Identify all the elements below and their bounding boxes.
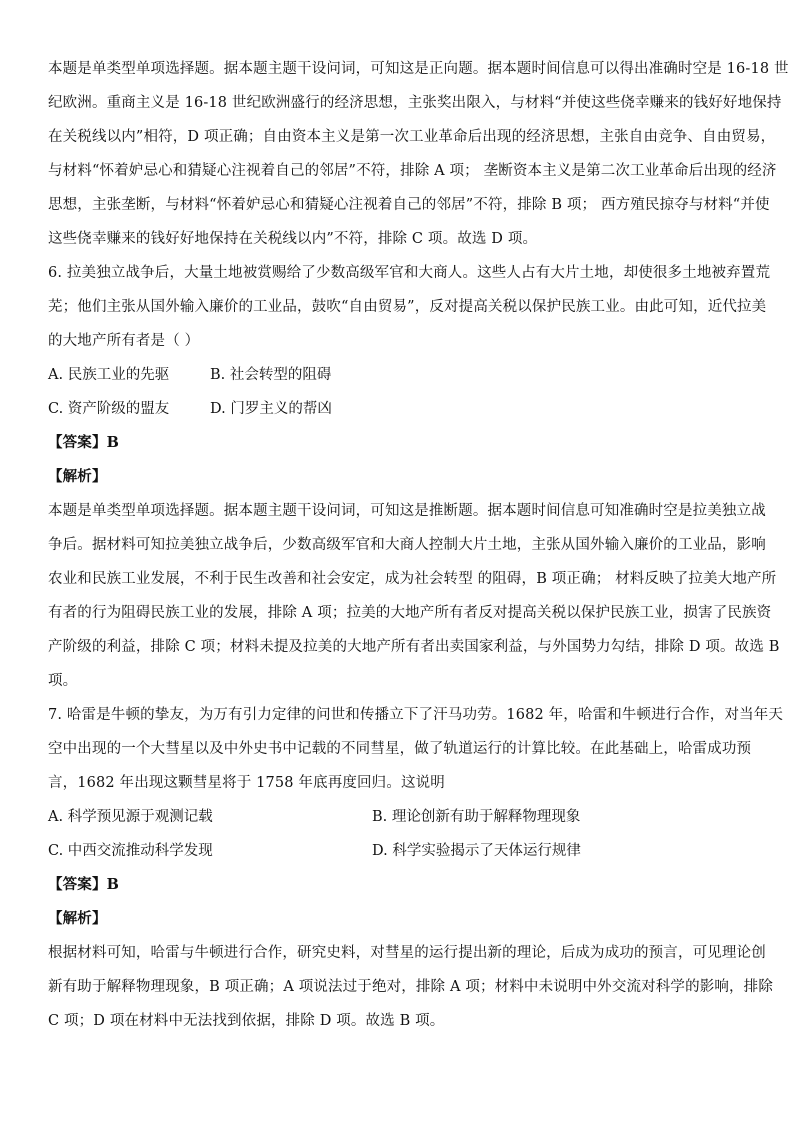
text-line: 言，1682 年出现这颗彗星将于 1758 年底再度回归。这说明: [48, 775, 445, 791]
text-line: 在关税线以内”相符，D 项正确；自由资本主义是第一次工业革命后出现的经济思想，主张自由竞争、自由贸易，: [48, 129, 776, 145]
text-line: 项。: [48, 673, 78, 689]
text-line: 本题是单类型单项选择题。据本题主题干设问词，可知这是正向题。据本题时间信息可以得出准确时空是 16-18 世: [48, 61, 789, 77]
text-line: 农业和民族工业发展，不利于民生改善和社会安定，成为社会转型 的阻碍，B 项正确； 材料反映了拉美大地产所: [48, 571, 777, 587]
q7-option-a: A. 科学预见源于观测记载: [48, 809, 213, 825]
text-line: 7. 哈雷是牛顿的挚友，为万有引力定律的问世和传播立下了汗马功劳。1682 年，哈雷和牛顿进行合作，对当年天: [48, 707, 784, 723]
q6-analysis-paragraph: [48, 494, 780, 698]
text-line: 争后。据材料可知拉美独立战争后，少数高级军官和大商人控制大片土地，主张从国外输入廉价的工业品，影响: [48, 537, 766, 553]
text-line: 与材料“怀着妒忌心和猜疑心注视着自己的邻居”不符，排除 A 项； 垄断资本主义是第二次工业革命后出现的经济: [48, 163, 777, 179]
q6-answer: 【答案】B: [48, 434, 120, 451]
text-line: 新有助于解释物理现象，B 项正确；A 项说法过于绝对，排除 A 项；材料中未说明中外交流对科学的影响，排除: [48, 979, 773, 995]
text-line: C 项；D 项在材料中无法找到依据，排除 D 项。故选 B 项。: [48, 1013, 445, 1029]
q7-option-b: B. 理论创新有助于解释物理现象: [372, 809, 581, 825]
q7-options-row-2: [48, 834, 748, 868]
q6-options-row-2: [48, 392, 748, 426]
q6-stem: [48, 256, 771, 358]
q6-analysis-label: 【解析】: [48, 468, 107, 485]
text-line: 思想，主张垄断，与材料“怀着妒忌心和猜疑心注视着自己的邻居”不符，排除 B 项； 西方殖民掠夺与材料“并使: [48, 197, 770, 213]
text-line: 本题是单类型单项选择题。据本题主题干设问词，可知这是推断题。据本题时间信息可知准确时空是拉美独立战: [48, 503, 766, 519]
q7-analysis-label: 【解析】: [48, 910, 107, 927]
q6-option-b: B. 社会转型的阻碍: [210, 367, 332, 383]
q7-stem: [48, 698, 784, 800]
text-line: 产阶级的利益，排除 C 项；材料未提及拉美的大地产所有者出卖国家利益，与外国势力勾结，排除 D 项。故选 B: [48, 639, 780, 655]
q6-option-d: D. 门罗主义的帮凶: [210, 401, 332, 417]
text-line: 纪欧洲。重商主义是 16-18 世纪欧洲盛行的经济思想，主张奖出限入，与材料“并使这些侥幸赚来的钱好好地保持: [48, 95, 782, 111]
q6-option-a: A. 民族工业的先驱: [48, 367, 170, 383]
document-page: [48, 52, 789, 1038]
q6-options-row-1: [48, 358, 748, 392]
q7-option-c: C. 中西交流推动科学发现: [48, 843, 213, 859]
q7-options-row-1: [48, 800, 748, 834]
text-line: 芜；他们主张从国外输入廉价的工业品，鼓吹“自由贸易”，反对提高关税以保护民族工业。由此可知，近代拉美: [48, 299, 767, 315]
q7-option-d: D. 科学实验揭示了天体运行规律: [372, 843, 581, 859]
text-line: 这些侥幸赚来的钱好好地保持在关税线以内”不符，排除 C 项。故选 D 项。: [48, 231, 538, 247]
q7-answer: 【答案】B: [48, 876, 120, 893]
text-line: 空中出现的一个大彗星以及中外史书中记载的不同彗星，做了轨道运行的计算比较。在此基础上，哈雷成功预: [48, 741, 752, 757]
q6-option-c: C. 资产阶级的盟友: [48, 401, 170, 417]
text-line: 有者的行为阻碍民族工业的发展，排除 A 项；拉美的大地产所有者反对提高关税以保护民族工业，损害了民族资: [48, 605, 772, 621]
text-line: 根据材料可知，哈雷与牛顿进行合作，研究史料，对彗星的运行提出新的理论，后成为成功的预言，可见理论创: [48, 945, 766, 961]
q5-analysis-paragraph: [48, 52, 789, 256]
q7-analysis-paragraph: [48, 936, 773, 1038]
text-line: 6. 拉美独立战争后，大量土地被赏赐给了少数高级军官和大商人。这些人占有大片土地，却使很多土地被弃置荒: [48, 265, 771, 281]
text-line: 的大地产所有者是（ ）: [48, 333, 200, 349]
